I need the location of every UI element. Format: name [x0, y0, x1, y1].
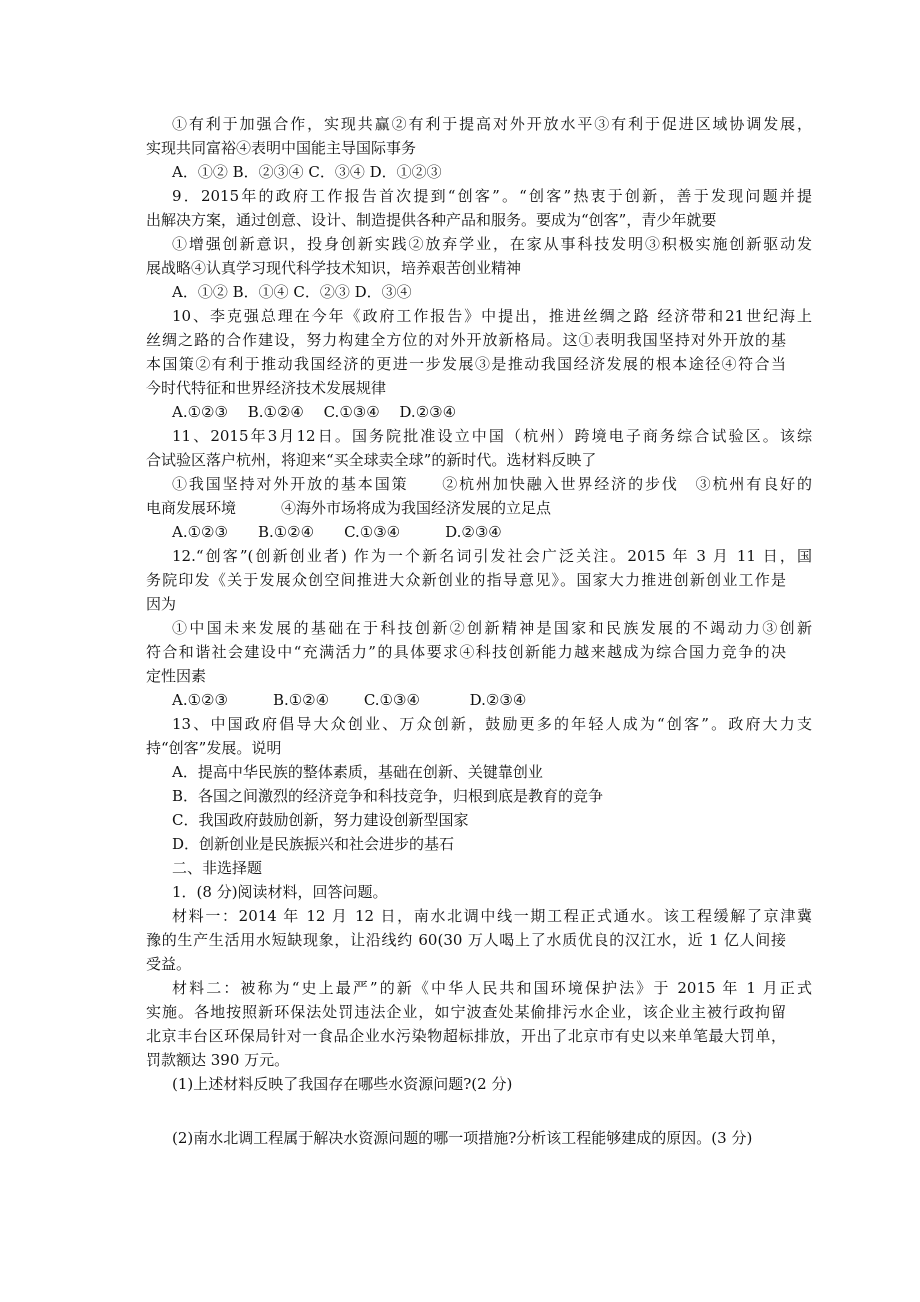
material-2: 材料二：被称为“史上最严”的新《中华人民共和国环境保护法》于 2015 年 1 月正式: [172, 979, 812, 997]
text-line: 罚款额达 390 万元。: [146, 1051, 290, 1069]
text-line: 本国策②有利于推动我国经济的更进一步发展③是推动我国经济发展的根本途径④符合当: [146, 355, 786, 373]
text-line: 因为: [146, 595, 177, 613]
text-line: ①中国未来发展的基础在于科技创新②创新精神是国家和民族发展的不竭动力③创新: [172, 619, 812, 637]
option-c: C．我国政府鼓励创新，努力建设创新型国家: [172, 811, 469, 829]
text-line: 豫的生产生活用水短缺现象，让沿线约 60(30 万人喝上了水质优良的汉江水，近 1 亿人间接: [146, 931, 786, 949]
option-b: B．各国之间激烈的经济竞争和科技竞争，归根到底是教育的竞争: [172, 787, 604, 805]
text-line: 持“创客”发展。说明: [146, 739, 282, 757]
material-1: 材料一：2014 年 12 月 12 日，南水北调中线一期工程正式通水。该工程缓解了京津冀: [172, 907, 812, 925]
question-11: 11、2015年3月12日。国务院批准设立中国（杭州）跨境电子商务综合试验区。该综: [172, 427, 812, 445]
text-line: 电商发展环境 ④海外市场将成为我国经济发展的立足点: [146, 499, 552, 517]
answer-options: A．①② B．①④ C．②③ D．③④: [172, 283, 412, 301]
text-line: 展战略④认真学习现代科学技术知识，培养艰苦创业精神: [146, 259, 522, 277]
answer-options: A.①②③ B.①②④ C.①③④ D.②③④: [172, 403, 457, 421]
text-line: 符合和谐社会建设中“充满活力”的具体要求④科技创新能力越来越成为综合国力竞争的决: [146, 643, 786, 661]
question-12: 12.“创客”(创新创业者) 作为一个新名词引发社会广泛关注。2015 年 3 月 11 日，国: [172, 547, 812, 565]
question-13: 13、中国政府倡导大众创业、万众创新，鼓励更多的年轻人成为“创客”。政府大力支: [172, 715, 812, 733]
text-line: 务院印发《关于发展众创空间推进大众新创业的指导意见》。国家大力推进创新创业工作是: [146, 571, 786, 589]
answer-options: A.①②③ B.①②④ C.①③④ D.②③④: [172, 523, 502, 541]
text-line: 实现共同富裕④表明中国能主导国际事务: [146, 139, 417, 157]
answer-options: A.①②③ B.①②④ C.①③④ D.②③④: [172, 691, 527, 709]
text-line: 受益。: [146, 955, 192, 973]
section-heading: 二、非选择题: [172, 859, 263, 877]
text-line: 北京丰台区环保局针对一食品企业水污染物超标排放，开出了北京市有史以来单笔最大罚单，: [146, 1027, 786, 1045]
text-line: ①有利于加强合作，实现共赢②有利于提高对外开放水平③有利于促进区域协调发展，: [172, 115, 812, 133]
text-line: 丝绸之路的合作建设，努力构建全方位的对外开放新格局。这①表明我国坚持对外开放的基: [146, 331, 786, 349]
answer-options: A．①② B．②③④ C．③④ D．①②③: [172, 163, 442, 181]
text-line: 出解决方案，通过创意、设计、制造提供各种产品和服务。要成为“创客”，青少年就要: [146, 211, 717, 229]
sub-question-2: (2)南水北调工程属于解决水资源问题的哪一项措施?分析该工程能够建成的原因。(3 分): [172, 1129, 753, 1147]
text-line: 合试验区落户杭州，将迎来“买全球卖全球”的新时代。选材料反映了: [146, 451, 597, 469]
text-line: 定性因素: [146, 667, 207, 685]
question-10: 10、李克强总理在今年《政府工作报告》中提出，推进丝绸之路 经济带和21世纪海上: [172, 307, 812, 325]
text-line: 实施。各地按照新环保法处罚违法企业，如宁波查处某偷排污水企业，该企业主被行政拘留: [146, 1003, 786, 1021]
question-9: 9．2015年的政府工作报告首次提到“创客”。“创客”热衷于创新，善于发现问题并提: [172, 187, 812, 205]
text-line: 今时代特征和世界经济技术发展规律: [146, 379, 387, 397]
text-line: ①我国坚持对外开放的基本国策 ②杭州加快融入世界经济的步伐 ③杭州有良好的: [172, 475, 812, 493]
sub-question-1: (1)上述材料反映了我国存在哪些水资源问题?(2 分): [172, 1075, 513, 1093]
question-1-stem: 1．(8 分)阅读材料，回答问题。: [172, 883, 388, 901]
option-a: A．提高中华民族的整体素质，基础在创新、关键靠创业: [172, 763, 543, 781]
option-d: D．创新创业是民族振兴和社会进步的基石: [172, 835, 455, 853]
text-line: ①增强创新意识，投身创新实践②放弃学业，在家从事科技发明③积极实施创新驱动发: [172, 235, 812, 253]
